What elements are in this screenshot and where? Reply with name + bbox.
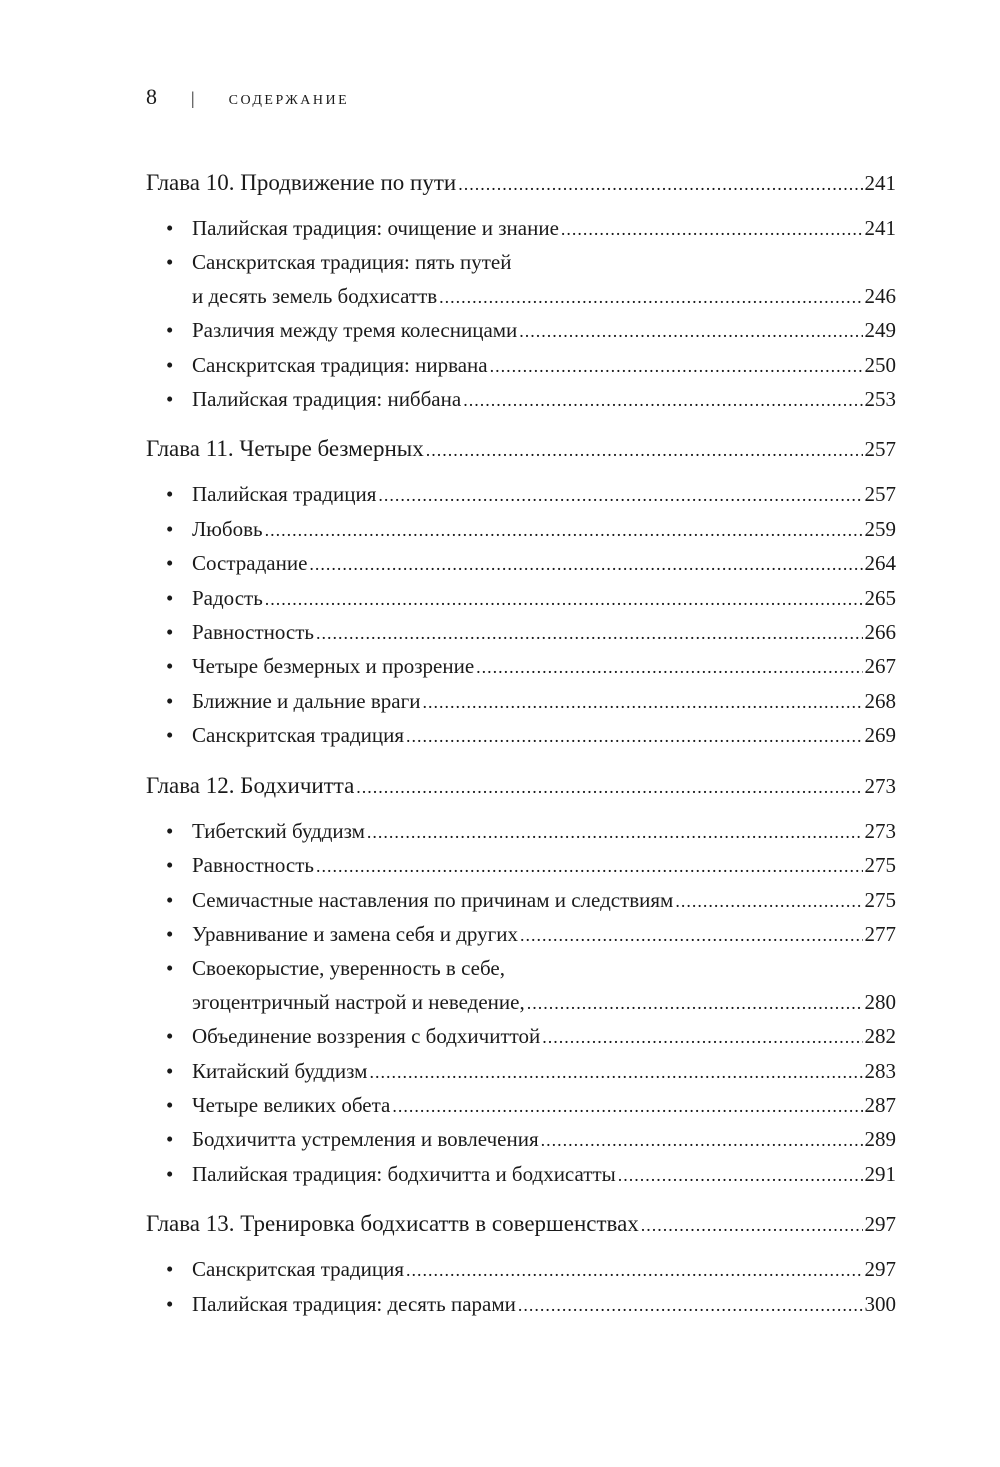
toc-chapter xyxy=(146,436,896,753)
entry-title: Любовь xyxy=(192,516,263,541)
bullet-icon: • xyxy=(166,387,174,412)
toc-entry[interactable] xyxy=(146,719,896,753)
entry-title: Равностность xyxy=(192,620,315,645)
entry-title: Ближние и дальние враги xyxy=(192,688,421,713)
entry-title: Санскритская традиция xyxy=(192,1257,405,1282)
toc-entry[interactable] xyxy=(146,815,896,849)
bullet-icon: • xyxy=(166,723,174,748)
entry-page: 253 xyxy=(864,387,896,412)
dot-leader xyxy=(316,850,862,883)
toc-entry[interactable] xyxy=(146,884,896,918)
bullet-icon: • xyxy=(166,1092,174,1117)
chapter-page: 257 xyxy=(864,437,896,462)
entry-title: Палийская традиция: десять парами xyxy=(192,1291,516,1316)
entry-title: Китайский буддизм xyxy=(192,1058,368,1083)
bullet-icon: • xyxy=(166,1161,174,1186)
dot-leader xyxy=(618,1159,863,1192)
entry-title: Равностность xyxy=(192,853,315,878)
dot-leader xyxy=(675,885,862,918)
chapter-page: 273 xyxy=(864,773,896,798)
dot-leader xyxy=(519,315,862,348)
entry-title: Палийская традиция xyxy=(192,482,377,507)
toc-entry[interactable] xyxy=(146,952,896,1020)
entry-page: 257 xyxy=(864,482,896,507)
chapter-page: 297 xyxy=(864,1212,896,1237)
toc-entry[interactable] xyxy=(146,1123,896,1157)
toc-entry[interactable] xyxy=(146,650,896,684)
bullet-icon: • xyxy=(166,853,174,878)
dot-leader xyxy=(392,1090,862,1123)
toc-entry[interactable] xyxy=(146,918,896,952)
entry-page: 264 xyxy=(864,551,896,576)
bullet-icon: • xyxy=(166,318,174,343)
entry-title: Четыре безмерных и прозрение xyxy=(192,654,475,679)
entry-page: 297 xyxy=(864,1257,896,1282)
entry-title: Объединение воззрения с бодхичиттой xyxy=(192,1024,541,1049)
chapter-heading[interactable] xyxy=(146,773,896,807)
bullet-icon: • xyxy=(166,1257,174,1282)
entry-page: 300 xyxy=(864,1291,896,1316)
entry-list xyxy=(146,815,896,1192)
toc-entry[interactable] xyxy=(146,349,896,383)
bullet-icon: • xyxy=(166,1024,174,1049)
entry-title-first-line: Своекорыстие, уверенность в себе, xyxy=(192,956,505,981)
chapter-title: Глава 10. Продвижение по пути xyxy=(146,170,457,195)
dot-leader xyxy=(265,514,863,547)
entry-page: 291 xyxy=(864,1161,896,1186)
entry-title: Четыре великих обета xyxy=(192,1092,391,1117)
chapter-page: 241 xyxy=(864,171,896,195)
dot-leader xyxy=(309,548,862,581)
toc-entry[interactable] xyxy=(146,1055,896,1089)
toc-chapter xyxy=(146,773,896,1192)
section-title: СОДЕРЖАНИЕ xyxy=(228,93,350,108)
dot-leader xyxy=(458,174,862,195)
entry-title: Палийская традиция: бодхичитта и бодхисатты xyxy=(192,1161,616,1186)
dot-leader xyxy=(422,686,862,719)
entry-title: и десять земель бодхисаттв xyxy=(192,283,438,308)
toc-entry[interactable] xyxy=(146,314,896,348)
toc-entry[interactable] xyxy=(146,246,896,314)
toc-entry[interactable] xyxy=(146,616,896,650)
entry-page: 268 xyxy=(864,688,896,713)
dot-leader xyxy=(476,651,862,684)
bullet-icon: • xyxy=(166,551,174,576)
dot-leader xyxy=(369,1056,862,1089)
dot-leader xyxy=(518,1289,863,1322)
entry-page: 282 xyxy=(864,1024,896,1049)
toc-entry[interactable] xyxy=(146,1288,896,1322)
bullet-icon: • xyxy=(166,216,174,240)
entry-title: Палийская традиция: ниббана xyxy=(192,387,462,412)
entry-page: 275 xyxy=(864,887,896,912)
entry-title: Санскритская традиция: нирвана xyxy=(192,352,488,377)
chapter-heading[interactable] xyxy=(146,436,896,470)
bullet-icon: • xyxy=(166,688,174,713)
toc-entry[interactable] xyxy=(146,478,896,512)
entry-page: 259 xyxy=(864,516,896,541)
entry-title: Сострадание xyxy=(192,551,308,576)
dot-leader xyxy=(542,1021,862,1054)
entry-page: 266 xyxy=(864,620,896,645)
bullet-icon: • xyxy=(166,250,174,275)
dot-leader xyxy=(520,919,863,952)
entry-title: Семичастные наставления по причинам и следствиям xyxy=(192,887,674,912)
entry-page: 250 xyxy=(864,352,896,377)
dot-leader xyxy=(561,213,863,246)
dot-leader xyxy=(426,440,863,461)
toc-entry[interactable] xyxy=(146,1089,896,1123)
bullet-icon: • xyxy=(166,585,174,610)
bullet-icon: • xyxy=(166,818,174,843)
entry-title: Уравнивание и замена себя и других xyxy=(192,921,518,946)
header-separator: | xyxy=(191,88,195,108)
chapter-heading[interactable] xyxy=(146,1211,896,1245)
dot-leader xyxy=(406,720,862,753)
entry-page: 289 xyxy=(864,1127,896,1152)
bullet-icon: • xyxy=(166,1058,174,1083)
bullet-icon: • xyxy=(166,887,174,912)
bullet-icon: • xyxy=(166,482,174,507)
entry-page: 273 xyxy=(864,818,896,843)
entry-list xyxy=(146,1253,896,1322)
chapter-title: Глава 11. Четыре безмерных xyxy=(146,436,424,462)
toc-entry[interactable] xyxy=(146,1253,896,1287)
toc-entry[interactable] xyxy=(146,383,896,417)
entry-title: Палийская традиция: очищение и знание xyxy=(192,216,559,240)
entry-page: 277 xyxy=(864,921,896,946)
dot-leader xyxy=(316,617,862,650)
entry-page: 280 xyxy=(864,989,896,1014)
entry-list xyxy=(146,478,896,753)
table-of-contents xyxy=(146,170,896,1341)
toc-entry[interactable] xyxy=(146,212,896,246)
toc-entry[interactable] xyxy=(146,582,896,616)
dot-leader xyxy=(439,281,862,314)
toc-entry[interactable] xyxy=(146,849,896,883)
entry-page: 249 xyxy=(864,318,896,343)
toc-chapter xyxy=(146,1211,896,1322)
entry-page: 241 xyxy=(864,216,896,240)
bullet-icon: • xyxy=(166,516,174,541)
dot-leader xyxy=(527,987,863,1020)
bullet-icon: • xyxy=(166,620,174,645)
dot-leader xyxy=(356,777,862,798)
dot-leader xyxy=(541,1124,863,1157)
toc-entry[interactable] xyxy=(146,513,896,547)
dot-leader xyxy=(406,1254,862,1287)
bullet-icon: • xyxy=(166,352,174,377)
chapter-title: Глава 12. Бодхичитта xyxy=(146,772,355,798)
bullet-icon: • xyxy=(166,1291,174,1316)
entry-page: 246 xyxy=(864,283,896,308)
dot-leader xyxy=(265,583,863,616)
dot-leader xyxy=(641,1215,863,1236)
bullet-icon: • xyxy=(166,1127,174,1152)
bullet-icon: • xyxy=(166,921,174,946)
toc-entry[interactable] xyxy=(146,1158,896,1192)
entry-title: Бодхичитта устремления и вовлечения xyxy=(192,1127,539,1152)
chapter-heading[interactable] xyxy=(146,170,896,204)
chapter-title: Глава 13. Тренировка бодхисаттв в совершенствах xyxy=(146,1211,639,1237)
entry-title: Различия между тремя колесницами xyxy=(192,318,518,343)
entry-page: 269 xyxy=(864,723,896,748)
entry-page: 287 xyxy=(864,1092,896,1117)
entry-page: 267 xyxy=(864,654,896,679)
dot-leader xyxy=(367,816,863,849)
entry-page: 283 xyxy=(864,1058,896,1083)
running-head xyxy=(146,84,349,110)
toc-entry[interactable] xyxy=(146,547,896,581)
entry-page: 265 xyxy=(864,585,896,610)
dot-leader xyxy=(490,350,863,383)
page-number: 8 xyxy=(146,84,157,109)
toc-entry[interactable] xyxy=(146,685,896,719)
entry-list xyxy=(146,212,896,417)
entry-title: Тибетский буддизм xyxy=(192,818,365,843)
toc-entry[interactable] xyxy=(146,1020,896,1054)
bullet-icon: • xyxy=(166,654,174,679)
entry-title: Радость xyxy=(192,585,263,610)
dot-leader xyxy=(378,479,862,512)
entry-title: эгоцентричный настрой и неведение, xyxy=(192,989,525,1014)
entry-title-first-line: Санскритская традиция: пять путей xyxy=(192,250,512,275)
bullet-icon: • xyxy=(166,956,174,981)
dot-leader xyxy=(463,384,862,417)
entry-page: 275 xyxy=(864,853,896,878)
entry-title: Санскритская традиция xyxy=(192,723,405,748)
toc-chapter xyxy=(146,170,896,417)
